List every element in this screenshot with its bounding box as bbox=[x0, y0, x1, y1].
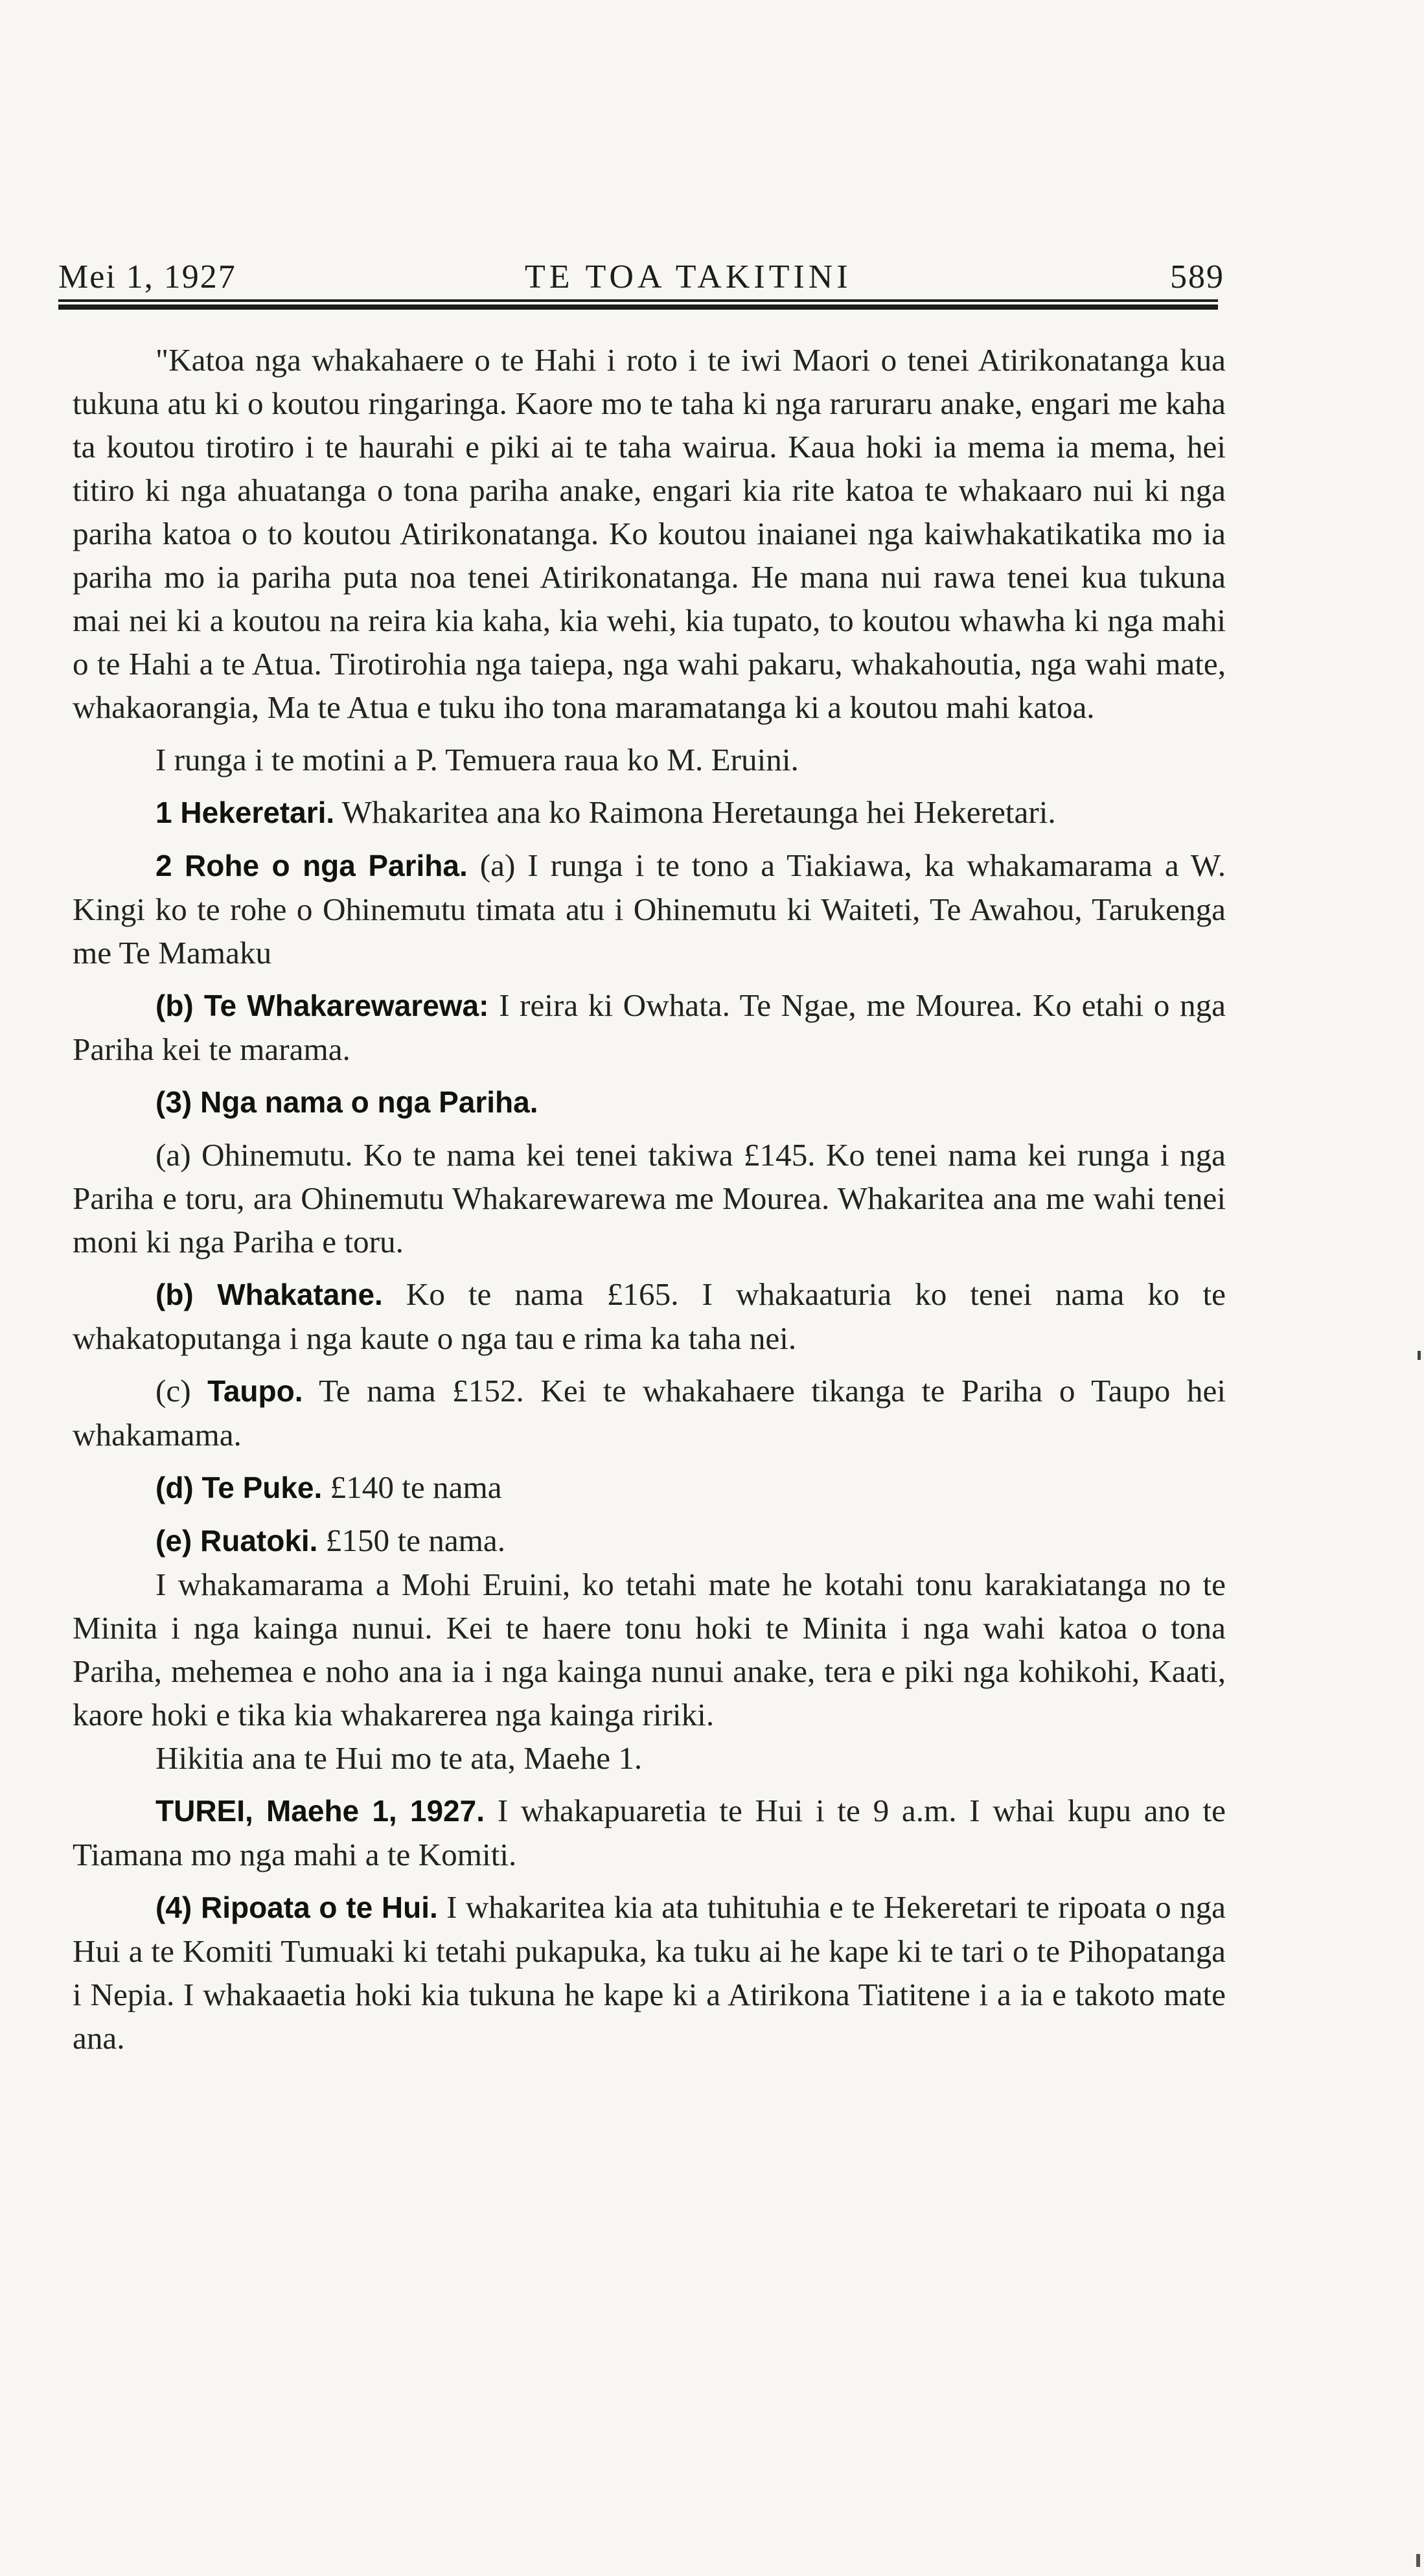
section-text: Ohinemutu. Ko te nama kei tenei takiwa £145. Ko tenei nama kei runga i nga Pariha e toru, ara Ohinemutu Whakarewarewa me Mourea. Whakaritea ana me wahi tenei moni ki nga Pariha e toru. bbox=[73, 1137, 1226, 1259]
turei-paragraph bbox=[73, 1789, 1226, 1876]
header-date: Mei 1, 1927 bbox=[58, 259, 236, 295]
section-parish-boundaries bbox=[73, 844, 1226, 974]
header-rule-thick bbox=[58, 305, 1218, 310]
header-page-number: 589 bbox=[1170, 259, 1224, 295]
page-header bbox=[58, 258, 1224, 297]
section-text: Ko te nama £165. I whakaaturia ko tenei nama ko te whakatoputanga i nga kaute o nga tau e rima ka taha nei. bbox=[73, 1276, 1226, 1356]
section-heading: (b) Whakatane. bbox=[155, 1278, 383, 1311]
subsection-ruatoki bbox=[73, 1519, 1226, 1563]
adjourn-paragraph: Hikitia ana te Hui mo te ata, Maehe 1. bbox=[155, 1740, 643, 1776]
section-parish-debts bbox=[73, 1080, 1226, 1124]
section-heading: (3) Nga nama o nga Pariha. bbox=[155, 1085, 538, 1119]
header-title: TE TOA TAKITINI bbox=[525, 259, 852, 295]
section-text: Te nama £152. Kei te whakahaere tikanga te Pariha o Taupo hei whakamama. bbox=[73, 1373, 1226, 1453]
section-heading: (4) Ripoata o te Hui. bbox=[155, 1891, 438, 1924]
section-text: I whakaritea kia ata tuhituhia e te Hekeretari te ripoata o nga Hui a te Komiti Tumuaki ki tetahi pukapuka, ka tuku ai he kape ki te tari o te Pihopatanga i Nepia. I whakaaetia hoki kia tukuna he kape ki a Atirikona Tiatitene i a ia e takoto mate ana. bbox=[73, 1889, 1226, 2056]
section-heading: (d) Te Puke. bbox=[155, 1471, 323, 1504]
section-heading: Taupo. bbox=[207, 1374, 303, 1408]
section-text: £140 te nama bbox=[330, 1469, 502, 1505]
section-heading: 1 Hekeretari. bbox=[155, 796, 335, 829]
subsection-te-puke bbox=[73, 1466, 1226, 1510]
intro-paragraph: "Katoa nga whakahaere o te Hahi i roto i te iwi Maori o tenei Atirikonatanga kua tukuna atu ki o koutou ringaringa. Kaore mo te taha ki nga raruraru anake, engari me kaha ta koutou tirotiro i te haurahi e piki ai te taha wairua. Kaua hoki ia mema ia mema, hei titiro ki nga ahuatanga o tona pariha anake, engari kia rite katoa te whakaaro nui ki nga pariha katoa o to koutou Atirikonatanga. Ko koutou inaianei nga kaiwhakatikatika mo ia pariha mo ia pariha puta noa tenei Atirikonatanga. He mana nui rawa tenei kua tukuna mai nei ki a koutou na reira kia kaha, kia wehi, kia tupato, to koutou whawha ki nga mahi o te Hahi a te Atua. Tirotirohia nga taiepa, nga wahi pakaru, whakahoutia, nga wahi mate, whakaorangia, Ma te Atua e tuku iho tona maramatanga ki a koutou mahi katoa. bbox=[73, 342, 1226, 725]
section-heading: (b) Te Whakarewarewa: bbox=[155, 989, 489, 1022]
section-text: Whakaritea ana ko Raimona Heretaunga hei Hekeretari. bbox=[341, 794, 1056, 830]
mohi-paragraph: I whakamarama a Mohi Eruini, ko tetahi mate he kotahi tonu karakiatanga no te Minita i nga kainga nunui. Kei te haere tonu hoki te Minita i nga wahi katoa o tona Pariha, mehemea e noho ana ia i nga kainga nunui anake, tera e piki nga kohikohi, Kaati, kaore hoki e tika kia whakarerea nga kainga ririki. bbox=[73, 1567, 1226, 1732]
section-secretary bbox=[73, 790, 1226, 834]
subsection-label: (c) bbox=[155, 1373, 191, 1409]
section-text: I whakapuaretia te Hui i te 9 a.m. I whai kupu ano te Tiamana mo nga mahi a te Komiti. bbox=[73, 1793, 1226, 1872]
section-meeting-report bbox=[73, 1885, 1226, 2060]
section-heading: TUREI, Maehe 1, 1927. bbox=[155, 1794, 485, 1828]
section-heading: (e) Ruatoki. bbox=[155, 1524, 318, 1558]
scan-speck bbox=[1418, 1351, 1421, 1360]
section-text: £150 te nama. bbox=[325, 1523, 506, 1558]
section-heading: 2 Rohe o nga Pariha. bbox=[155, 849, 468, 882]
scan-speck bbox=[1416, 2554, 1420, 2567]
motion-paragraph: I runga i te motini a P. Temuera raua ko M. Eruini. bbox=[155, 742, 799, 777]
subsection-ohinemutu bbox=[73, 1133, 1226, 1263]
section-text: I reira ki Owhata. Te Ngae, me Mourea. Ko etahi o nga Pariha kei te marama. bbox=[73, 987, 1226, 1067]
subsection-taupo bbox=[73, 1369, 1226, 1456]
section-text: (a) I runga i te tono a Tiakiawa, ka whakamarama a W. Kingi ko te rohe o Ohinemutu timata atu i Ohinemutu ki Waiteti, Te Awahou, Tarukenga me Te Mamaku bbox=[73, 847, 1226, 971]
article-body bbox=[73, 338, 1226, 2060]
section-whakarewarewa bbox=[73, 983, 1226, 1071]
header-rule-thin bbox=[58, 299, 1218, 302]
subsection-label: (a) bbox=[155, 1137, 191, 1173]
subsection-whakatane bbox=[73, 1272, 1226, 1360]
